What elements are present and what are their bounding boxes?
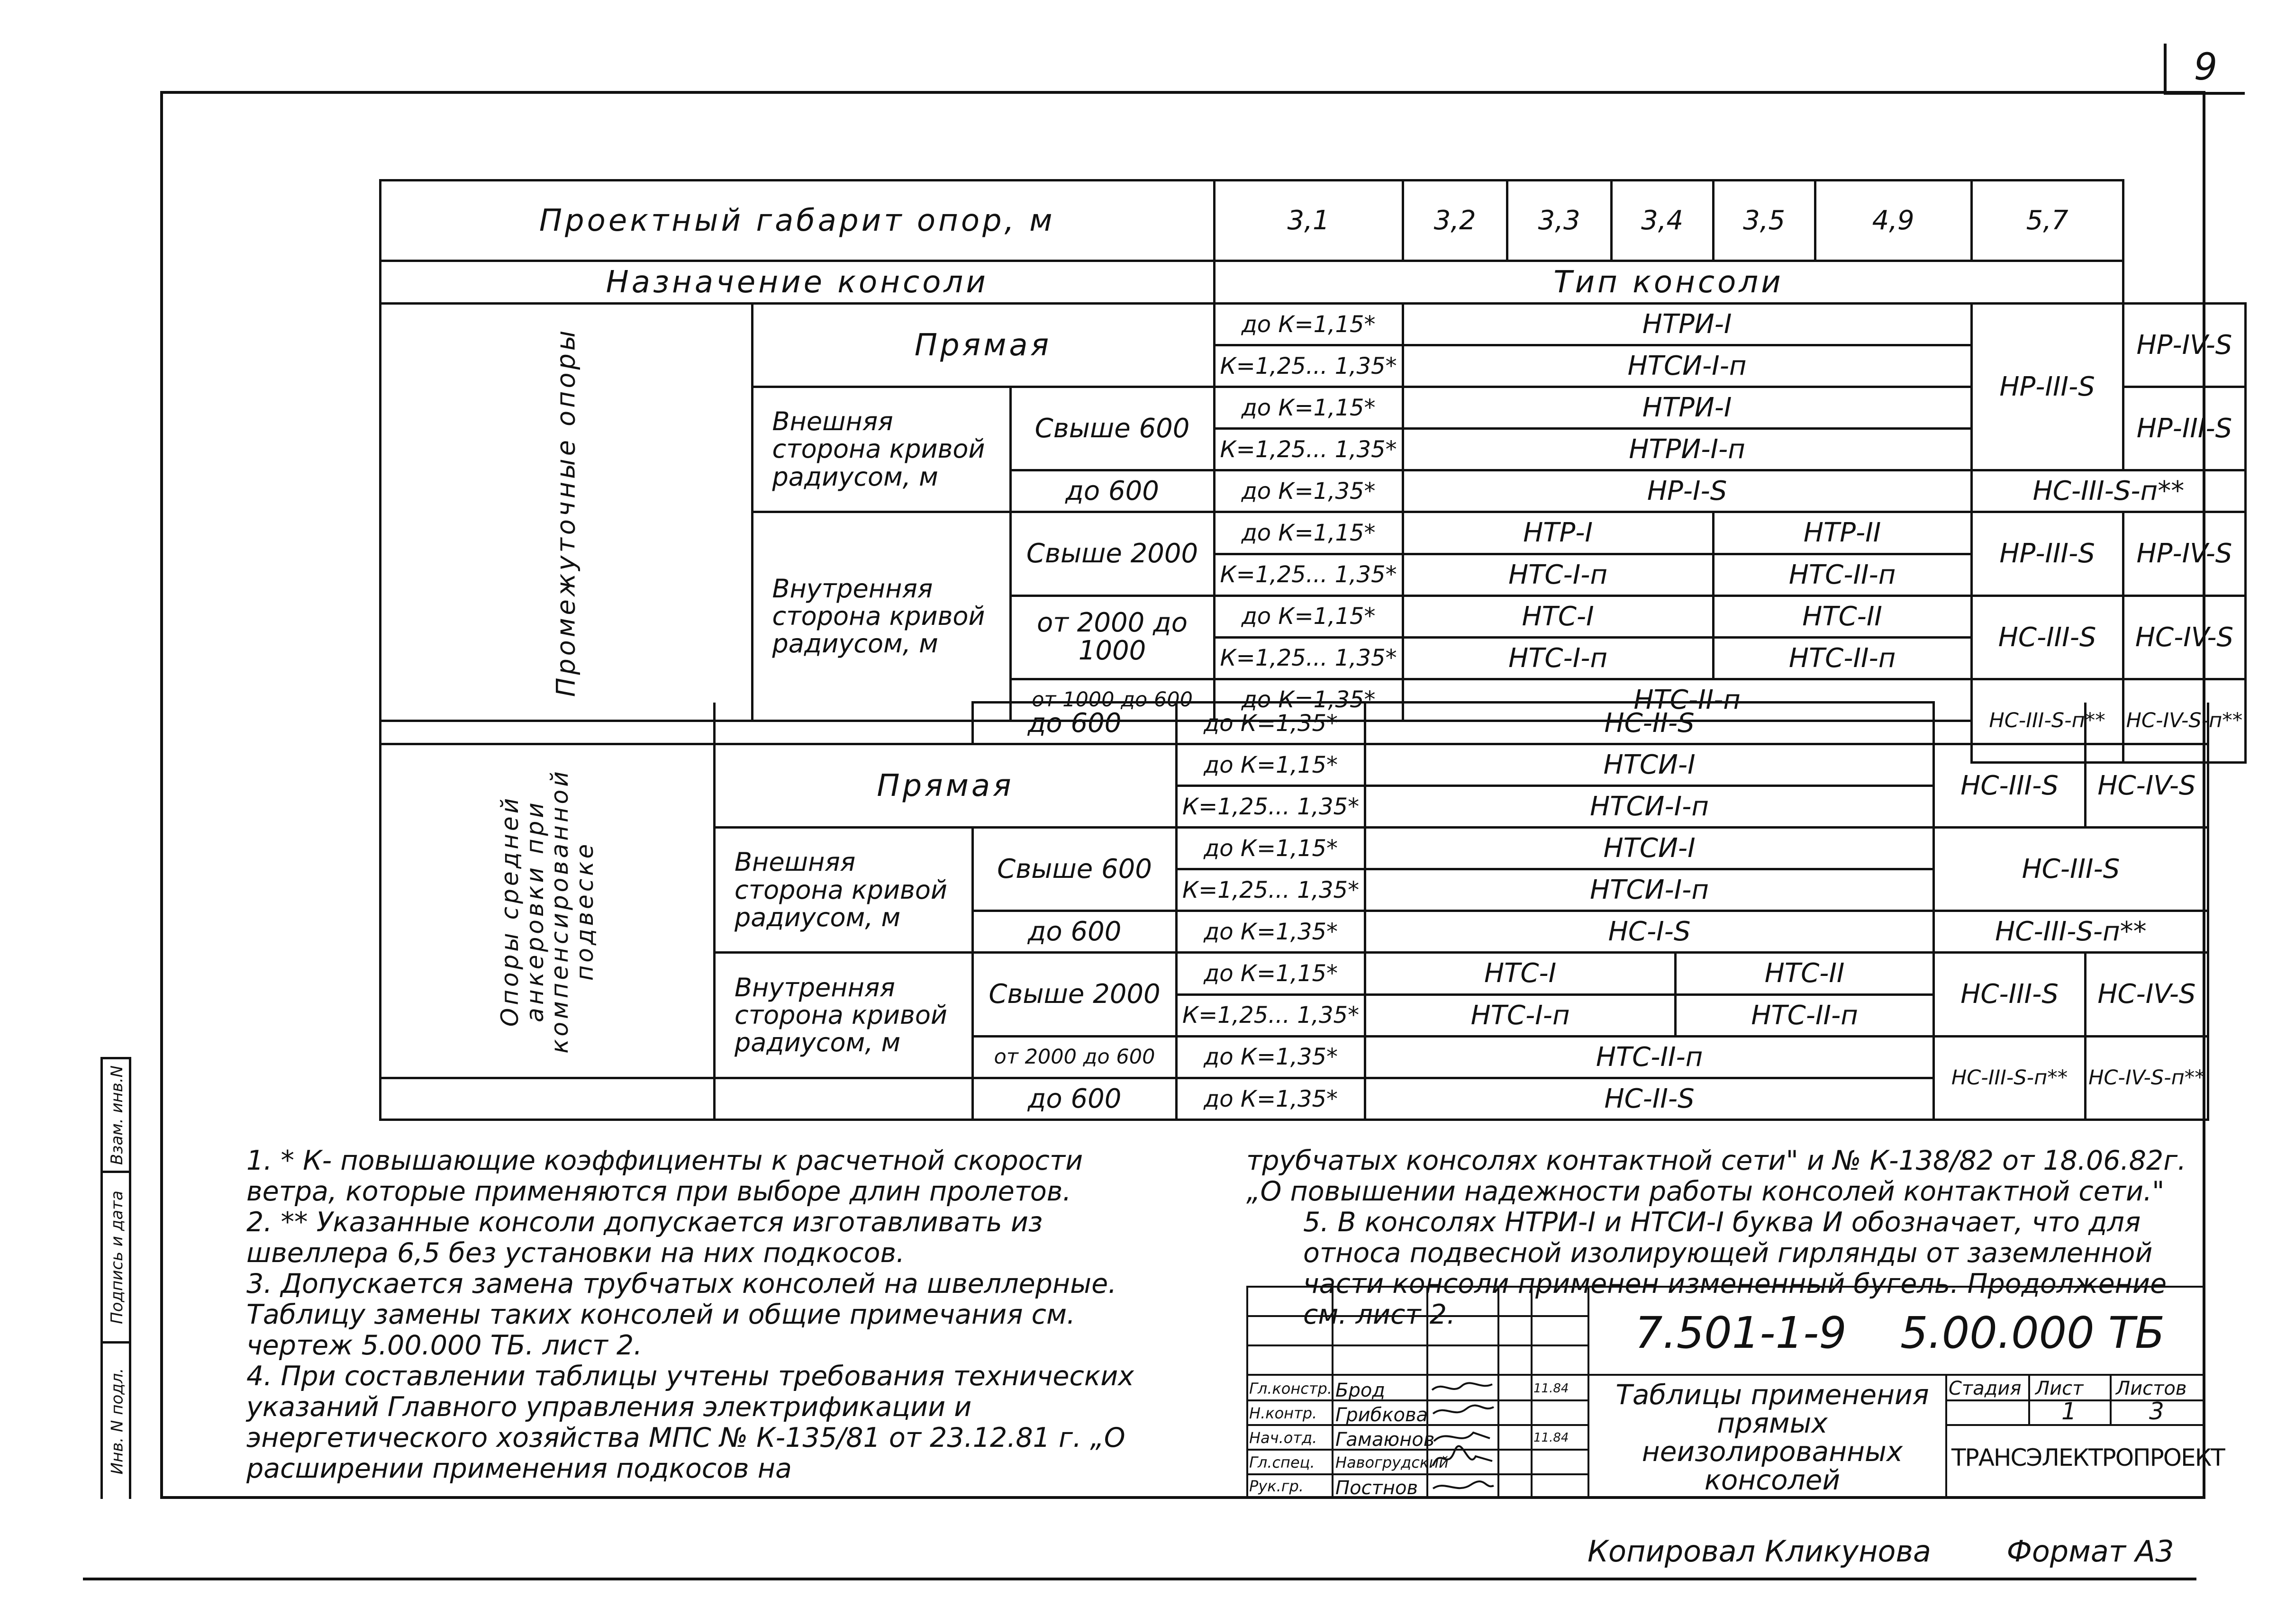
sheet-label: Лист [2035, 1378, 2084, 1399]
gabarit-3-3: 3,3 [1507, 180, 1611, 261]
group-continuation [381, 703, 715, 744]
type-cell: НТС-II [1676, 953, 1934, 994]
radius-cell: Свыше 2000 [1010, 512, 1214, 595]
group-anchor: Опоры средней анкеровки при компенсированной подвеске [381, 744, 715, 1078]
side-stamp-signature: Подпись и дата [103, 1171, 131, 1341]
type-cell: НС-III-S [1971, 595, 2123, 679]
role-name: Грибкова [1335, 1404, 1428, 1426]
side-stamp-replace: Взам. инв.N [103, 1057, 131, 1171]
type-cell: НТР-I [1403, 512, 1713, 554]
role-label: Рук.гр. [1249, 1477, 1304, 1495]
purpose-header: Назначение консоли [381, 261, 1215, 304]
side-stamp-labels [100, 1057, 129, 1499]
type-cell: НС-II-S [1365, 703, 1934, 744]
k-cond: К=1,25... 1,35* [1214, 345, 1403, 387]
type-cell: НС-IV-S [2123, 595, 2246, 679]
type-cell: НТСИ-I-п [1403, 345, 1971, 387]
consoles-table [379, 179, 2247, 764]
stage-label: Стадия [1949, 1378, 2022, 1399]
row-straight: Прямая [715, 744, 1177, 828]
k-cond: до К=1,15* [1177, 744, 1365, 786]
organization: ТРАНСЭЛЕКТРОПРОЕКТ [1951, 1444, 2224, 1471]
group-continuation [381, 1078, 715, 1120]
type-cell: НР-III-S [1971, 304, 2123, 470]
type-cell: НС-III-S [1934, 828, 2208, 911]
type-cell: НТС-I-п [1365, 994, 1676, 1036]
type-cell: НТС-II-п [1713, 554, 1971, 595]
side-stamp [100, 1057, 160, 1499]
type-cell: НР-III-S [2123, 387, 2246, 470]
type-cell: НТРИ-I-п [1403, 429, 1971, 470]
type-cell: НТС-I [1403, 595, 1713, 637]
radius-cell: до 600 [973, 1078, 1177, 1120]
type-cell: НТС-I-п [1403, 554, 1713, 595]
type-cell: НТР-II [1713, 512, 1971, 554]
note-4: 4. При составлении таблицы учтены требования технических указаний Главного управления электрификации и энергетического хозяйства МПС № К-135/81 от 23.12.81 г. „О расширении применения подкосов на [246, 1361, 1134, 1484]
k-cond: до К=1,15* [1177, 953, 1365, 994]
k-cond: до К=1,15* [1214, 512, 1403, 554]
doc-code: 7.501-1-9 [1635, 1308, 1847, 1358]
type-cell: НС-IV-S-п** [2086, 1036, 2208, 1119]
consoles-table-anchor [379, 701, 2209, 1121]
type-cell: НР-IV-S [2123, 512, 2246, 595]
copied-by: Копировал Кликунова [1587, 1534, 1932, 1569]
role-date: 11.84 [1533, 1381, 1569, 1396]
type-cell: НТС-II [1713, 595, 1971, 637]
k-cond: до К=1,35* [1177, 1078, 1365, 1120]
k-cond: до К=1,35* [1177, 703, 1365, 744]
row-inner-side: Внутренняя сторона кривой радиусом, м [715, 953, 973, 1078]
k-cond: до К=1,15* [1177, 828, 1365, 869]
type-cell: НС-IV-S [2086, 744, 2208, 828]
gabarit-3-2: 3,2 [1403, 180, 1507, 261]
k-cond: до К=1,15* [1214, 304, 1403, 345]
title-block [1246, 1286, 2224, 1499]
k-cond: К=1,25... 1,35* [1177, 786, 1365, 828]
k-cond: до К=1,35* [1177, 1036, 1365, 1078]
side-stamp-values [129, 1057, 160, 1499]
sheets-label: Листов [2116, 1378, 2187, 1399]
bottom-line [83, 1578, 2196, 1580]
role-label: Н.контр. [1249, 1404, 1317, 1422]
type-cell: НС-II-S [1365, 1078, 1934, 1120]
sheet-number: 9 [2164, 44, 2245, 95]
type-cell: НТСИ-I [1365, 828, 1934, 869]
row-straight: Прямая [752, 304, 1214, 387]
role-name: Навогрудский [1335, 1453, 1449, 1471]
k-cond: до К=1,35* [1214, 470, 1403, 512]
type-cell: НТРИ-I [1403, 304, 1971, 345]
doc-title: Таблицы применения прямых неизолированных консолей [1615, 1379, 1929, 1496]
radius-cell: до 600 [1010, 470, 1214, 512]
row-outer-side: Внешняя сторона кривой радиусом, м [715, 828, 973, 953]
header-gabarit: Проектный габарит опор, м [381, 180, 1215, 261]
inner-continuation [715, 1078, 973, 1120]
footer [1587, 1534, 2174, 1569]
gabarit-5-7: 5,7 [1971, 180, 2123, 261]
type-cell: НС-IV-S-п** [2123, 679, 2246, 762]
radius-cell: Свыше 600 [1010, 387, 1214, 470]
gabarit-3-1: 3,1 [1214, 180, 1403, 261]
type-cell: НТСИ-I-п [1365, 869, 1934, 911]
radius-cell: Свыше 600 [973, 828, 1177, 911]
role-label: Нач.отд. [1249, 1429, 1317, 1447]
gabarit-4-9: 4,9 [1815, 180, 1971, 261]
role-name: Брод [1335, 1380, 1385, 1401]
k-cond: К=1,25... 1,35* [1214, 554, 1403, 595]
role-name: Гамаюнов [1335, 1429, 1435, 1451]
sheet-value: 1 [2061, 1398, 2077, 1425]
k-cond: К=1,25... 1,35* [1214, 637, 1403, 679]
type-cell: НТС-I [1365, 953, 1676, 994]
type-cell: НР-IV-S [2123, 304, 2246, 387]
type-cell: НР-III-S [1971, 512, 2123, 595]
radius-cell: от 2000 до 1000 [1010, 595, 1214, 679]
type-cell: НС-III-S-п** [1934, 911, 2208, 953]
note-3: 3. Допускается замена трубчатых консолей на швеллерные. Таблицу замены таких консолей и общие примечания см. чертеж 5.00.000 ТБ. лист 2. [246, 1268, 1117, 1361]
k-cond: К=1,25... 1,35* [1214, 429, 1403, 470]
note-4-continued: трубчатых консолях контактной сети" и № К-138/82 от 18.06.82г. „О повышении надежности работы консолей контактной сети." [1246, 1145, 2186, 1207]
paper-format: Формат А3 [2006, 1534, 2174, 1569]
note-1: 1. * К- повышающие коэффициенты к расчетной скорости ветра, которые применяются при выборе длин пролетов. [246, 1145, 1083, 1207]
type-cell: НС-III-S-п** [1971, 470, 2246, 512]
group-intermediate: Промежуточные опоры [381, 304, 753, 721]
type-cell: НТС-II-п [1365, 1036, 1934, 1078]
type-cell: НТС-I-п [1403, 637, 1713, 679]
type-cell: НТС-II-п [1713, 637, 1971, 679]
gabarit-3-5: 3,5 [1713, 180, 1815, 261]
k-cond: до К=1,35* [1177, 911, 1365, 953]
row-outer-side: Внешняя сторона кривой радиусом, м [752, 387, 1010, 512]
role-date: 11.84 [1533, 1431, 1569, 1445]
type-cell: НТРИ-I [1403, 387, 1971, 429]
signatures [1428, 1376, 1497, 1499]
k-cond: до К=1,15* [1214, 387, 1403, 429]
type-cell: НС-III-S-п** [1971, 679, 2123, 762]
type-continuation [2086, 703, 2208, 744]
k-cond: до К=1,35* [1214, 679, 1403, 721]
sheets-value: 3 [2149, 1398, 2164, 1425]
k-cond: до К=1,15* [1214, 595, 1403, 637]
radius-cell: Свыше 2000 [973, 953, 1177, 1036]
k-cond: К=1,25... 1,35* [1177, 994, 1365, 1036]
radius-cell: от 1000 до 600 [1010, 679, 1214, 721]
type-cell: НС-III-S [1934, 744, 2086, 828]
type-cell: НТСИ-I [1365, 744, 1934, 786]
type-cell: НТС-II-п [1403, 679, 1971, 721]
role-name: Постнов [1335, 1477, 1418, 1499]
gabarit-3-4: 3,4 [1611, 180, 1713, 261]
role-label: Гл.констр. [1249, 1380, 1332, 1398]
type-continuation [1934, 703, 2086, 744]
type-cell: НТСИ-I-п [1365, 786, 1934, 828]
row-inner-side: Внутренняя сторона кривой радиусом, м [752, 512, 1010, 721]
notes-left [190, 1146, 1156, 1484]
type-cell: НС-III-S-п** [1934, 1036, 2086, 1119]
note-5: 5. В консолях НТРИ-I и НТСИ-I буква И обозначает, что для относа подвесной изолирующей гирлянды от заземленной части консоли применен измененный бугель. Продолжение см. лист 2. [1303, 1207, 2167, 1330]
type-cell: НС-III-S [1934, 953, 2086, 1036]
radius-cell: от 2000 до 600 [973, 1036, 1177, 1078]
type-header: Тип консоли [1214, 261, 2123, 304]
type-cell: НС-IV-S [2086, 953, 2208, 1036]
radius-cell: до 600 [973, 911, 1177, 953]
doc-number: 5.00.000 ТБ [1900, 1308, 2165, 1358]
inner-continuation [715, 703, 973, 744]
type-cell: НС-I-S [1365, 911, 1934, 953]
type-cell: НР-I-S [1403, 470, 1971, 512]
k-cond: К=1,25... 1,35* [1177, 869, 1365, 911]
radius-cell: до 600 [973, 703, 1177, 744]
note-2: 2. ** Указанные консоли допускается изготавливать из швеллера 6,5 без установки на них подкосов. [246, 1207, 1043, 1269]
type-cell: НТС-II-п [1676, 994, 1934, 1036]
side-stamp-inventory: Инв. N подл. [103, 1341, 131, 1499]
role-label: Гл.спец. [1249, 1453, 1315, 1471]
